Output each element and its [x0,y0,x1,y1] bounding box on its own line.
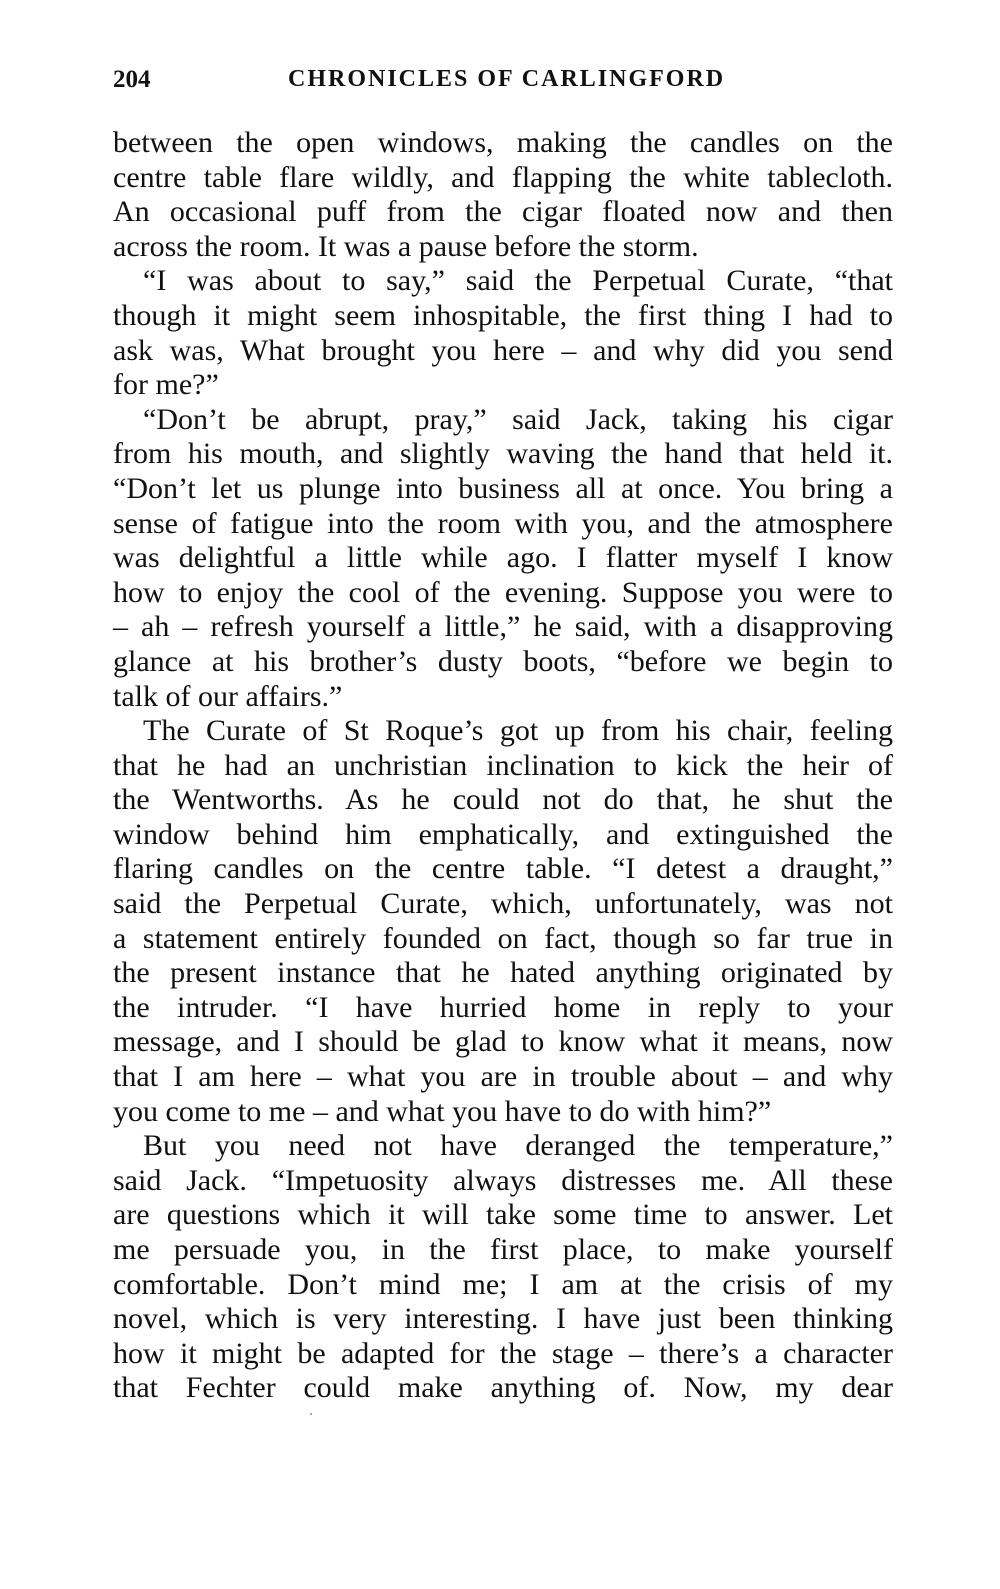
text-line: a statement entirely founded on fact, though so far true in [113,921,893,955]
text-line: ask was, What brought you here – and why did you send [113,333,893,367]
text-line: the intruder. “I have hurried home in reply to your [113,990,893,1024]
text-line: that he had an unchristian inclination to kick the heir of [113,748,893,782]
text-line: for me?” [113,368,219,402]
text-line: from his mouth, and slightly waving the hand that held it. [113,437,893,471]
print-speck [310,1413,312,1415]
text-line: window behind him emphatically, and extinguished the [113,817,893,851]
text-line: was delightful a little while ago. I flatter myself I know [113,541,893,575]
text-line: said Jack. “Impetuosity always distresses me. All these [113,1163,893,1197]
text-line: centre table flare wildly, and flapping the white tablecloth. [113,160,893,194]
book-title: CHRONICLES OF CARLINGFORD [288,66,726,92]
text-line: are questions which it will take some time to answer. Let [113,1198,893,1232]
text-line: comfortable. Don’t mind me; I am at the crisis of my [113,1267,893,1301]
text-line: the present instance that he hated anything originated by [113,956,893,990]
text-line: said the Perpetual Curate, which, unfortunately, was not [113,887,893,921]
text-line: – ah – refresh yourself a little,” he said, with a disapproving [113,610,893,644]
text-line: the Wentworths. As he could not do that, he shut the [113,783,893,817]
text-line: though it might seem inhospitable, the first thing I had to [113,298,893,332]
text-line: you come to me – and what you have to do with him?” [113,1094,772,1128]
text-line: how it might be adapted for the stage – there’s a character [113,1336,893,1370]
text-line: talk of our affairs.” [113,679,343,713]
body-text [113,126,893,1406]
text-line: “Don’t let us plunge into business all at once. You bring a [113,471,893,505]
running-head [113,66,893,102]
text-line: But you need not have deranged the temperature,” [143,1129,893,1163]
text-line: glance at his brother’s dusty boots, “before we begin to [113,644,893,678]
text-line: novel, which is very interesting. I have just been thinking [113,1302,893,1336]
text-line: “Don’t be abrupt, pray,” said Jack, taking his cigar [143,402,893,436]
text-line: that Fechter could make anything of. Now, my dear [113,1371,893,1405]
page-number: 204 [113,66,151,93]
text-line: how to enjoy the cool of the evening. Suppose you were to [113,575,893,609]
text-line: between the open windows, making the candles on the [113,126,893,159]
text-line: across the room. It was a pause before the storm. [113,229,699,263]
text-line: message, and I should be glad to know what it means, now [113,1025,893,1059]
text-line: me persuade you, in the first place, to make yourself [113,1233,893,1266]
text-line: “I was about to say,” said the Perpetual Curate, “that [143,264,893,298]
text-line: that I am here – what you are in trouble about – and why [113,1060,893,1094]
text-line: An occasional puff from the cigar floated now and then [113,195,893,229]
text-line: flaring candles on the centre table. “I detest a draught,” [113,852,893,886]
text-line: sense of fatigue into the room with you, and the atmosphere [113,506,893,540]
text-line: The Curate of St Roque’s got up from his chair, feeling [143,714,893,748]
